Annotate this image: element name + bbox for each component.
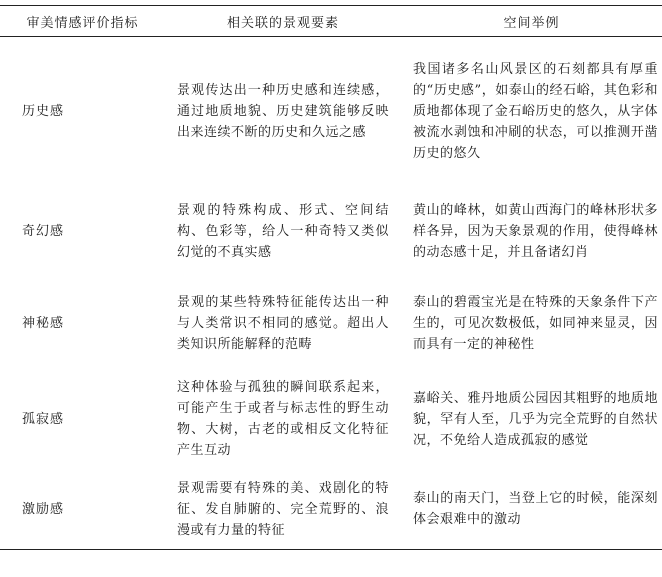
table-row — [0, 37, 662, 186]
metric-cell: 激励感 — [22, 501, 65, 517]
element-cell: 景观的特殊构成、形式、空间结构、色彩等，给人一种奇特又类似幻觉的不真实感 — [177, 202, 389, 260]
element-cell: 景观传达出一种历史感和连续感，通过地质地貌、历史建筑能够反映出来连续不断的历史和久远之感 — [177, 82, 389, 140]
metric-cell: 神秘感 — [22, 315, 65, 331]
header-metric: 审美情感评价指标 — [26, 15, 139, 31]
example-cell: 黄山的峰林，如黄山西海门的峰林形状多样各异，因为天象景观的作用，使得峰林的动态感十足，并且备诸幻肖 — [413, 202, 658, 260]
element-cell: 这种体验与孤独的瞬间联系起来，可能产生于或者与标志性的野生动物、大树，古老的或相反文化特征产生互动 — [177, 380, 389, 458]
table-row — [0, 185, 662, 277]
metric-cell: 历史感 — [22, 103, 65, 119]
header-element: 相关联的景观要素 — [226, 15, 339, 31]
metric-cell: 奇幻感 — [22, 223, 65, 239]
example-cell: 泰山的南天门，当登上它的时候，能深刻体会艰难中的激动 — [413, 491, 658, 527]
table-row — [0, 469, 662, 550]
metric-cell: 孤寂感 — [22, 411, 65, 427]
aesthetic-emotion-table — [0, 5, 662, 550]
example-cell: 泰山的碧霞宝光是在特殊的天象条件下产生的，可见次数极低，如同神来显灵，因而具有一定的神秘性 — [413, 294, 658, 352]
table-row — [0, 369, 662, 469]
table-header-row — [0, 6, 662, 37]
table-row — [0, 277, 662, 369]
header-example: 空间举例 — [503, 15, 560, 31]
example-cell: 我国诸多名山风景区的石刻都具有厚重的“历史感”，如泰山的经石峪，其色彩和质地都体现了金石峪历史的悠久，从字体被流水剥蚀和冲刷的状态，可以推测开凿历史的悠久 — [413, 61, 658, 161]
element-cell: 景观需要有特殊的美、戏剧化的特征、发自肺腑的、完全荒野的、浪漫或有力量的特征 — [177, 480, 389, 538]
element-cell: 景观的某些特殊特征能传达出一种与人类常识不相同的感觉。超出人类知识所能解释的范畴 — [177, 294, 389, 352]
example-cell: 嘉峪关、雅丹地质公园因其粗野的地质地貌，罕有人至，几乎为完全荒野的自然状况，不免给人造成孤寂的感觉 — [413, 390, 658, 448]
